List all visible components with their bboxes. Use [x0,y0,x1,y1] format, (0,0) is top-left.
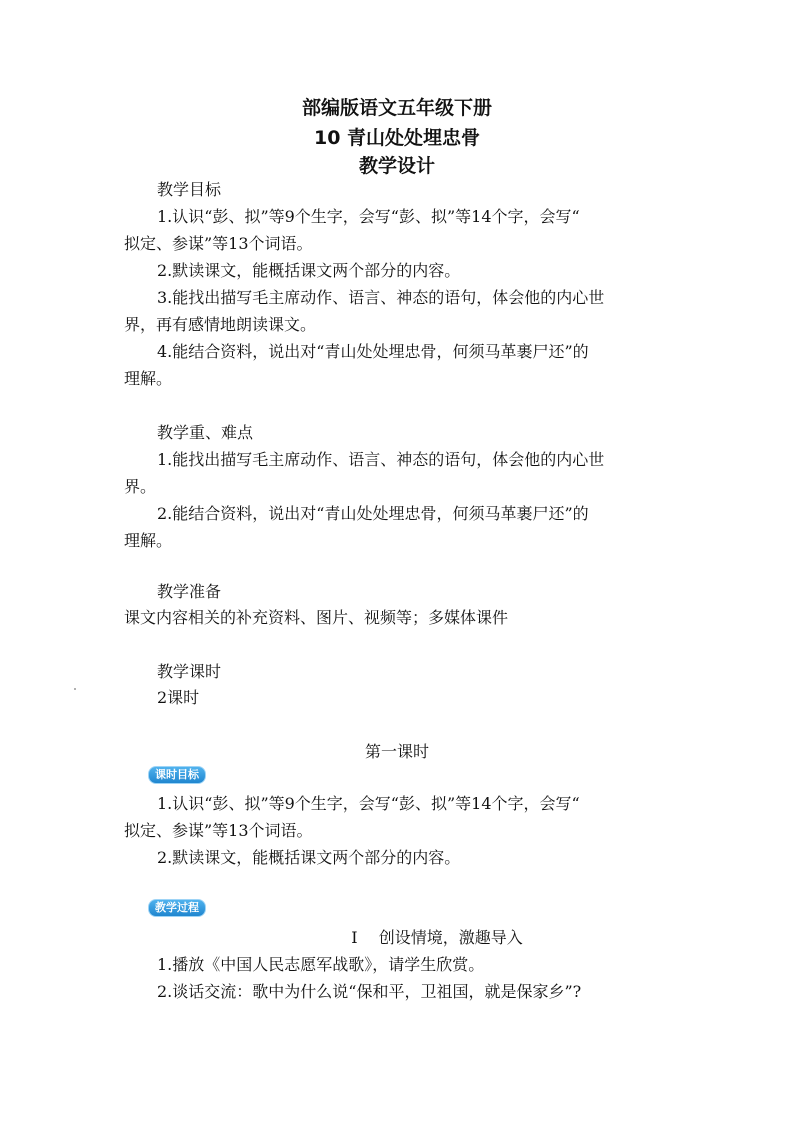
lesson-goal-1-line2: 拟定、参谋”等13个词语。 [124,821,313,840]
hours-content: 2课时 [157,688,200,707]
objective-4-line1: 4.能结合资料，说出对“青山处处埋忠骨，何须马革裹尸还”的 [157,342,589,361]
objective-2: 2.默读课文，能概括课文两个部分的内容。 [157,261,461,280]
objective-1-line1: 1.认识“彭、拟”等9个生字，会写“彭、拟”等14个字，会写“ [157,207,580,226]
teaching-process-badge: 教学过程 [148,899,206,917]
doc-title-design: 教学设计 [358,155,435,177]
lesson1-title: 第一课时 [364,742,429,761]
keypoint-1-line2: 界。 [124,477,157,496]
doc-title-textbook: 部编版语文五年级下册 [301,97,492,119]
hours-heading: 教学课时 [157,662,222,681]
objective-4-line2: 理解。 [124,369,173,388]
lesson-goal-badge: 课时目标 [148,766,206,784]
keypoints-heading: 教学重、难点 [157,423,254,442]
keypoint-2-line1: 2.能结合资料，说出对“青山处处埋忠骨，何须马革裹尸还”的 [157,504,589,523]
section1-title: Ⅰ 创设情境，激趣导入 [351,928,523,947]
stray-dot [74,688,76,690]
objective-1-line2: 拟定、参谋”等13个词语。 [124,234,313,253]
process-step-1: 1.播放《中国人民志愿军战歌》，请学生欣赏。 [157,955,485,974]
objective-3-line1: 3.能找出描写毛主席动作、语言、神态的语句，体会他的内心世 [157,288,605,307]
lesson-goal-1-line1: 1.认识“彭、拟”等9个生字，会写“彭、拟”等14个字，会写“ [157,794,580,813]
lesson-goal-2: 2.默读课文，能概括课文两个部分的内容。 [157,848,461,867]
objectives-heading: 教学目标 [157,180,222,199]
doc-title-lesson: 10 青山处处埋忠骨 [313,127,481,149]
preparation-content: 课文内容相关的补充资料、图片、视频等；多媒体课件 [124,608,509,627]
keypoint-1-line1: 1.能找出描写毛主席动作、语言、神态的语句，体会他的内心世 [157,450,605,469]
objective-3-line2: 界，再有感情地朗读课文。 [124,315,317,334]
preparation-heading: 教学准备 [157,582,222,601]
keypoint-2-line2: 理解。 [124,531,173,550]
process-step-2: 2.谈话交流：歌中为什么说“保和平，卫祖国，就是保家乡”? [157,982,582,1001]
